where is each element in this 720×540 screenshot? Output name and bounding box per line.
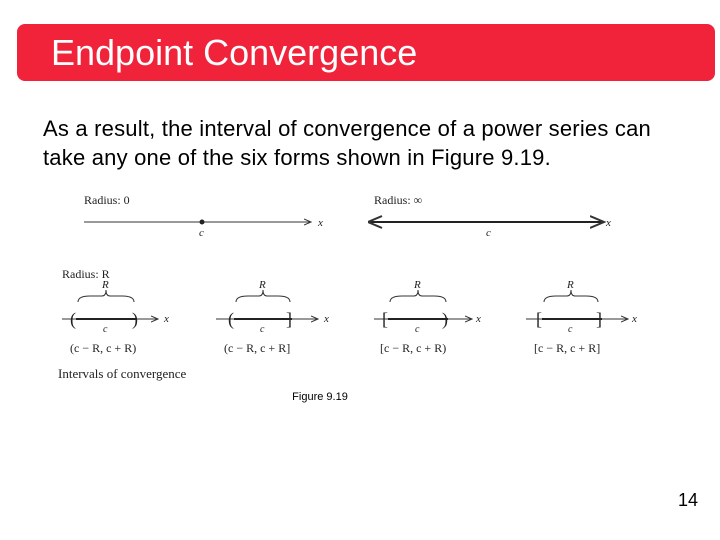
page-number: 14 <box>677 490 698 510</box>
svg-text:x: x <box>632 313 637 325</box>
interval-label-2: (c − R, c + R] <box>224 341 291 355</box>
radius-infinity-label: Radius: ∞ <box>374 193 423 207</box>
title-bar <box>17 24 715 81</box>
svg-text:R: R <box>102 279 109 291</box>
svg-text:]: ] <box>596 309 602 329</box>
svg-text:(: ( <box>70 309 76 329</box>
svg-text:(: ( <box>228 309 234 329</box>
interval-label-4: [c − R, c + R] <box>534 341 601 355</box>
interval-label-1: (c − R, c + R) <box>70 341 137 355</box>
figure-caption: Figure 9.19 <box>292 391 348 403</box>
slide-title: Endpoint Convergence <box>51 32 418 73</box>
svg-text:[: [ <box>536 309 542 329</box>
svg-text:x: x <box>164 313 169 325</box>
body-paragraph: As a result, the interval of convergence of a power series can take any one of the six forms shown in Figure 9.19. <box>43 116 651 170</box>
svg-text:R: R <box>567 279 574 291</box>
svg-text:c: c <box>103 324 108 335</box>
figure-9-19 <box>56 186 656 386</box>
svg-text:c: c <box>568 324 573 335</box>
radius-infinity-center-label: c <box>486 227 491 239</box>
svg-text:]: ] <box>286 309 292 329</box>
svg-text:x: x <box>476 313 481 325</box>
radius-zero-label: Radius: 0 <box>84 193 130 207</box>
interval-open-closed <box>216 279 329 355</box>
svg-text:): ) <box>132 309 138 329</box>
radius-zero-point <box>200 220 205 225</box>
svg-text:c: c <box>415 324 420 335</box>
svg-text:): ) <box>442 309 448 329</box>
interval-open-open <box>62 279 169 355</box>
radius-zero-x-label: x <box>318 217 323 229</box>
interval-closed-closed <box>526 279 637 355</box>
svg-text:R: R <box>259 279 266 291</box>
radius-infinity-x-label: x <box>606 217 611 229</box>
svg-text:x: x <box>324 313 329 325</box>
svg-text:[: [ <box>382 309 388 329</box>
svg-text:c: c <box>260 324 265 335</box>
radius-zero-center-label: c <box>199 227 204 239</box>
interval-closed-open <box>374 279 481 355</box>
radius-r-label: Radius: R <box>62 267 110 281</box>
intervals-of-convergence-label: Intervals of convergence <box>58 366 187 381</box>
interval-label-3: [c − R, c + R) <box>380 341 447 355</box>
svg-text:R: R <box>414 279 421 291</box>
